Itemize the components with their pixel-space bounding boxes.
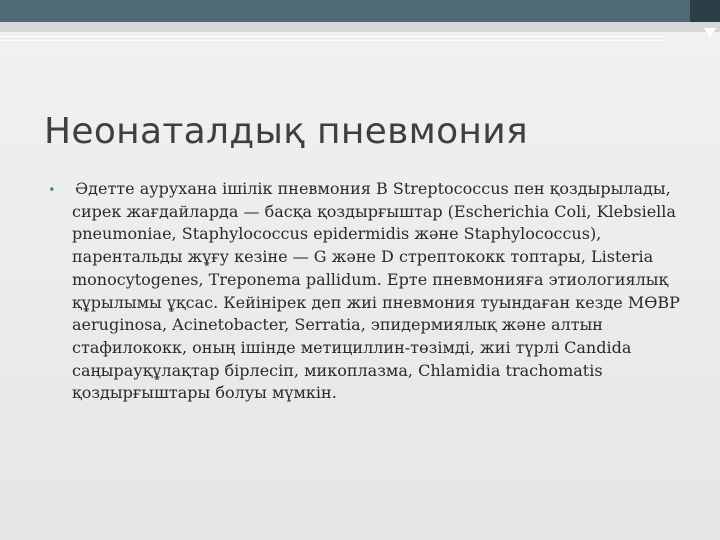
header-rule — [0, 36, 664, 37]
header-band — [0, 0, 720, 22]
header-rule-secondary — [0, 40, 664, 41]
bullet-item — [48, 178, 688, 405]
header-band-accent — [690, 0, 720, 22]
slide-title: Неонаталдық пневмония — [44, 111, 528, 152]
corner-triangle-icon — [704, 28, 716, 38]
bullet-list — [48, 178, 688, 405]
bullet-marker-icon: • — [48, 183, 56, 198]
header-stripe — [0, 22, 720, 32]
bullet-text: Әдетте аурухана ішілік пневмония B Streptococcus пен қоздырылады, сирек жағдайларда — басқа қоздырғыштар (Escherichia Coli, Klebsiella pneumoniae, Staphylococcus epidermidis және Staphylococcus), парентальды жұғу кезіне — G және D стрептококк топтары, Listeria monocytogenes, Treponema pallidum. Ерте пневмонияға этиологиялық құрылымы ұқсас. Кейінірек деп жиі пневмония туындаған кезде МӨВР aeruginosa, Acinetobacter, Serratia, эпидермиялық және алтын стафилококк, оның ішінде метициллин-төзімді, жиі түрлі Candida саңырауқұлақтар бірлесіп, микоплазма, Chlamidia trachomatis қоздырғыштары болуы мүмкін. — [72, 179, 680, 403]
